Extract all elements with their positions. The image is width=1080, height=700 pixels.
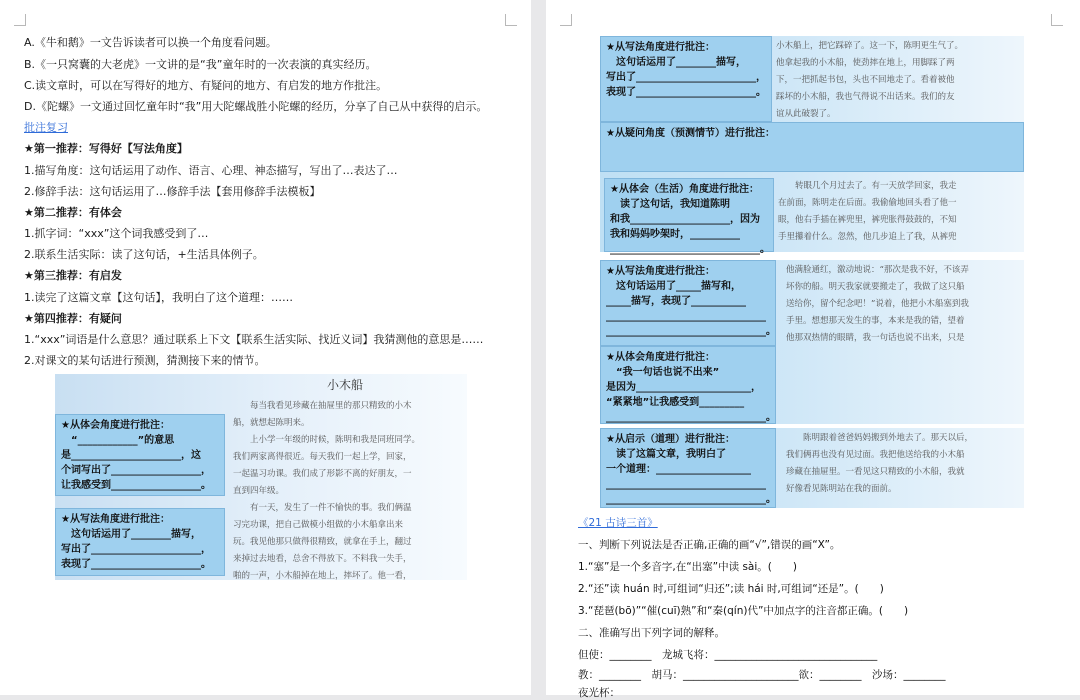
recommend-1-item-1: 1.描写角度：这句话运用了动作、语言、心理、神态描写，写出了…表达了… [24, 164, 398, 177]
recommend-3: ★第三推荐：有启发 [24, 269, 122, 282]
annotation-box-experience: ★从体会角度进行批注： “____________”的意思 是______________________，这 个词写出了__________________， 让我感受到__________________。 [55, 414, 225, 496]
annotation-block-6 [600, 428, 1024, 508]
question-3: 3.“琵琶(bō)”“催(cuī)熟”和“秦(qín)代”中加点字的注音都正确。( ) [578, 605, 909, 617]
story-title: 小木船 [327, 378, 364, 392]
section-define: 二、准确写出下列字词的解释。 [578, 627, 725, 639]
story-panel [55, 374, 467, 580]
option-a: A.《牛和鹅》一文告诉读者可以换一个角度看问题。 [24, 36, 277, 49]
recommend-4-item-2: 2.对课文的某句话进行预测，猜测接下来的情节。 [24, 354, 266, 367]
recommend-2: ★第二推荐：有体会 [24, 206, 122, 219]
annotation-block-5 [600, 346, 1024, 424]
question-1: 1.“塞”是一个多音字,在“出塞”中读 sài。( ) [578, 561, 797, 573]
crop-mark [505, 14, 517, 26]
poem-lesson-link[interactable]: 《21 古诗三首》 [578, 517, 658, 529]
annotation-box-writing: ★从写法角度进行批注： 这句话运用了_____描写和， _____描写，表现了___________ ________________________________ ________________________________。 [600, 260, 776, 346]
crop-mark [560, 14, 572, 26]
recommend-2-item-1: 1.抓字词：“xxx”这个词我感受到了… [24, 227, 209, 240]
recommend-1-item-2: 2.修辞手法：这句话运用了…修辞手法【套用修辞手法模板】 [24, 185, 321, 198]
crop-mark [14, 14, 26, 26]
define-line-1: 但使：________ 龙城飞将：_______________________________ [578, 649, 878, 661]
recommend-4: ★第四推荐：有疑问 [24, 312, 122, 325]
story-text: 每当我看见珍藏在抽屉里的那只精致的小木 船，就想起陈明来。 上小学一年级的时候，陈明和我是同班同学。 我们两家离得很近。每天我们一起上学，回家， 一起温习功课。我们成了形影不离的好朋友，一 直到四年级。 有一天，发生了一件不愉快的事。我们俩温 习完功课，把自己做模小组做的小木船拿出来 玩。我见他那只做得很精致，就拿在手上，翻过 来掉过去地看，总舍不得放下。不料我一失手， 啪的一声，小木船掉在地上，摔坏了。他一看， [233, 401, 421, 581]
story-excerpt: 陈明跟着爸爸妈妈搬到外地去了。那天以后， 我们俩再也没有见过面。我把他送给我的小木船 珍藏在抽屉里。一看见这只精致的小木船，我就 好像看见陈明站在我的面前。 [786, 433, 974, 494]
story-excerpt: 转眼几个月过去了。有一天放学回家，我走 在前面，陈明走在后面。我偷偷地回头看了他一 眼，他右手插在裤兜里，裤兜胀得鼓鼓的，不知 手里攥着什么。忽然，他几步追上了我，从裤兜 [778, 181, 957, 242]
annotation-box-writing: ★从写法角度进行批注： 这句话运用了________描写， 写出了______________________， 表现了______________________。 [55, 508, 225, 576]
define-line-2: 教：________ 胡马：______________________欲：________ 沙场：________ [578, 669, 946, 681]
option-c: C.读文章时，可以在写得好的地方、有疑问的地方、有启发的地方作批注。 [24, 79, 388, 92]
recommend-1: ★第一推荐：写得好【写法角度】 [24, 142, 188, 155]
annotation-block-4 [600, 260, 1024, 346]
annotation-block-2 [600, 122, 1024, 172]
recommend-4-item-1: 1.“xxx”词语是什么意思？通过联系上下文【联系生活实际、找近义词】我猜测他的意思是…… [24, 333, 484, 346]
annotation-box-insight: ★从启示（道理）进行批注： 读了这篇文章，我明白了 一个道理：___________________ ________________________________ ________________________________。 [600, 428, 776, 508]
crop-mark [1051, 14, 1063, 26]
define-line-3: 夜光杯： [578, 687, 620, 699]
question-2: 2.“还”读 huán 时,可组词“归还”;读 hái 时,可组词“还是”。( ) [578, 583, 884, 595]
annotation-box-writing: ★从写法角度进行批注： 这句话运用了________描写， 写出了________________________， 表现了________________________。 [600, 36, 772, 122]
recommend-2-item-2: 2.联系生活实际：读了这句话，+生活具体例子。 [24, 248, 264, 261]
annotation-block-1 [600, 36, 1024, 122]
review-heading-link[interactable]: 批注复习 [24, 121, 68, 134]
annotation-block-3 [600, 172, 1024, 255]
recommend-3-item-1: 1.读完了这篇文章【这句话】，我明白了这个道理：…… [24, 291, 293, 304]
annotation-box-question: ★从疑问角度（预测情节）进行批注： [600, 122, 1024, 172]
annotation-box-life: ★从体会（生活）角度进行批注： 读了这句话，我知道陈明 和我____________________，因为 我和妈妈吵架时，__________ ______________________________。 [604, 178, 774, 252]
story-excerpt: 小木船上，把它踩碎了。这一下，陈明更生气了。 他拿起我的小木船，使劲摔在地上，用脚踩了两 下，一把抓起书包，头也不回地走了。看着被他 踩坏的小木船，我也气得说不出话来。我们的友 谊从此破裂了。 [776, 41, 964, 119]
option-b: B.《一只窝囊的大老虎》一文讲的是“我”童年时的一次表演的真实经历。 [24, 58, 377, 71]
section-judge: 一、判断下列说法是否正确,正确的画“√”,错误的画“X”。 [578, 539, 841, 551]
option-d: D.《陀螺》一文通过回忆童年时“我”用大陀螺战胜小陀螺的经历，分享了自己从中获得的启示。 [24, 100, 488, 113]
story-excerpt: 他满脸通红，激动地说：“那次是我不好，不该弄 坏你的船。明天我家就要搬走了，我做了这只船 送给你，留个纪念吧！”说着，他把小木船塞到我 手里。想想那天发生的事，本来是我的错，望着 他那双热情的眼睛，我一句话也说不出来，只是 [786, 265, 969, 343]
annotation-box-experience: ★从体会角度进行批注： “我一句话也说不出来” 是因为_______________________， “紧紧地”让我感受到_________ ________________________________。 [600, 346, 776, 424]
